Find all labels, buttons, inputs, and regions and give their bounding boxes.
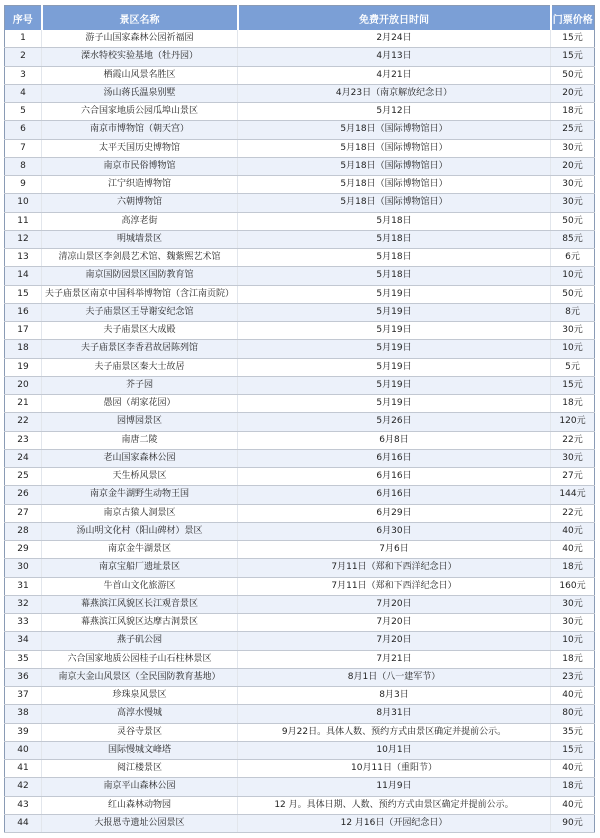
table-row bbox=[5, 468, 595, 486]
table-row bbox=[5, 121, 595, 139]
cell-scenic-name: 南唐二陵 bbox=[42, 431, 238, 449]
cell-free-date: 6月8日 bbox=[238, 431, 551, 449]
cell-number: 40 bbox=[5, 741, 42, 759]
cell-free-date: 7月11日（郑和下西洋纪念日） bbox=[238, 577, 551, 595]
cell-number: 34 bbox=[5, 632, 42, 650]
cell-scenic-name: 夫子庙景区南京中国科举博物馆（含江南贡院） bbox=[42, 285, 238, 303]
cell-free-date: 5月18日（国际博物馆日） bbox=[238, 139, 551, 157]
cell-free-date: 5月19日 bbox=[238, 285, 551, 303]
cell-ticket-price: 15元 bbox=[551, 741, 595, 759]
table-header bbox=[5, 6, 595, 31]
table-row bbox=[5, 687, 595, 705]
table-row bbox=[5, 705, 595, 723]
cell-number: 33 bbox=[5, 614, 42, 632]
cell-ticket-price: 22元 bbox=[551, 504, 595, 522]
cell-free-date: 7月20日 bbox=[238, 595, 551, 613]
table-row bbox=[5, 230, 595, 248]
table-row bbox=[5, 504, 595, 522]
cell-number: 35 bbox=[5, 650, 42, 668]
cell-ticket-price: 5元 bbox=[551, 358, 595, 376]
cell-free-date: 9月22日。具体人数、预约方式由景区确定并提前公示。 bbox=[238, 723, 551, 741]
cell-free-date: 5月12日 bbox=[238, 103, 551, 121]
cell-ticket-price: 85元 bbox=[551, 230, 595, 248]
cell-ticket-price: 50元 bbox=[551, 212, 595, 230]
table-row bbox=[5, 139, 595, 157]
cell-number: 21 bbox=[5, 395, 42, 413]
cell-number: 2 bbox=[5, 48, 42, 66]
cell-free-date: 4月23日（南京解放纪念日） bbox=[238, 84, 551, 102]
cell-free-date: 12 月16日（开园纪念日） bbox=[238, 814, 551, 832]
cell-free-date: 7月6日 bbox=[238, 541, 551, 559]
header-row bbox=[5, 6, 595, 31]
cell-ticket-price: 120元 bbox=[551, 413, 595, 431]
table-row bbox=[5, 741, 595, 759]
cell-scenic-name: 愚园（胡家花园） bbox=[42, 395, 238, 413]
cell-scenic-name: 珍珠泉风景区 bbox=[42, 687, 238, 705]
table-row bbox=[5, 358, 595, 376]
cell-free-date: 5月18日 bbox=[238, 267, 551, 285]
cell-ticket-price: 35元 bbox=[551, 723, 595, 741]
cell-ticket-price: 40元 bbox=[551, 522, 595, 540]
cell-number: 19 bbox=[5, 358, 42, 376]
cell-number: 13 bbox=[5, 249, 42, 267]
table-row bbox=[5, 212, 595, 230]
cell-number: 36 bbox=[5, 668, 42, 686]
table-row bbox=[5, 668, 595, 686]
cell-scenic-name: 天生桥风景区 bbox=[42, 468, 238, 486]
cell-ticket-price: 22元 bbox=[551, 431, 595, 449]
cell-free-date: 4月21日 bbox=[238, 66, 551, 84]
table-row bbox=[5, 103, 595, 121]
cell-number: 20 bbox=[5, 376, 42, 394]
header-ticket-price: 门票价格 bbox=[551, 6, 595, 31]
cell-number: 22 bbox=[5, 413, 42, 431]
cell-number: 18 bbox=[5, 340, 42, 358]
cell-free-date: 7月20日 bbox=[238, 632, 551, 650]
table-row bbox=[5, 84, 595, 102]
cell-scenic-name: 老山国家森林公园 bbox=[42, 449, 238, 467]
cell-scenic-name: 六朝博物馆 bbox=[42, 194, 238, 212]
table-row bbox=[5, 66, 595, 84]
table-row bbox=[5, 650, 595, 668]
cell-ticket-price: 40元 bbox=[551, 760, 595, 778]
cell-scenic-name: 高淳水慢城 bbox=[42, 705, 238, 723]
cell-free-date: 8月31日 bbox=[238, 705, 551, 723]
cell-number: 7 bbox=[5, 139, 42, 157]
cell-scenic-name: 幕燕滨江风貌区长江观音景区 bbox=[42, 595, 238, 613]
cell-ticket-price: 15元 bbox=[551, 30, 595, 48]
cell-ticket-price: 40元 bbox=[551, 687, 595, 705]
cell-number: 8 bbox=[5, 157, 42, 175]
cell-scenic-name: 燕子矶公园 bbox=[42, 632, 238, 650]
table-row bbox=[5, 778, 595, 796]
cell-free-date: 5月18日（国际博物馆日） bbox=[238, 176, 551, 194]
cell-free-date: 5月18日（国际博物馆日） bbox=[238, 121, 551, 139]
cell-free-date: 6月16日 bbox=[238, 486, 551, 504]
cell-free-date: 5月19日 bbox=[238, 358, 551, 376]
cell-free-date: 5月19日 bbox=[238, 303, 551, 321]
table-row bbox=[5, 30, 595, 48]
cell-ticket-price: 10元 bbox=[551, 632, 595, 650]
cell-ticket-price: 25元 bbox=[551, 121, 595, 139]
cell-free-date: 8月3日 bbox=[238, 687, 551, 705]
free-open-day-table bbox=[4, 5, 595, 833]
table-row bbox=[5, 559, 595, 577]
cell-scenic-name: 溧水特校实验基地（牡丹园） bbox=[42, 48, 238, 66]
table-row bbox=[5, 157, 595, 175]
cell-scenic-name: 幕燕滨江风貌区达摩古洞景区 bbox=[42, 614, 238, 632]
cell-ticket-price: 50元 bbox=[551, 285, 595, 303]
cell-scenic-name: 江宁织造博物馆 bbox=[42, 176, 238, 194]
table-body bbox=[5, 30, 595, 833]
cell-number: 38 bbox=[5, 705, 42, 723]
header-number: 序号 bbox=[5, 6, 42, 31]
cell-ticket-price: 90元 bbox=[551, 814, 595, 832]
cell-ticket-price: 10元 bbox=[551, 267, 595, 285]
table-row bbox=[5, 267, 595, 285]
cell-number: 44 bbox=[5, 814, 42, 832]
cell-ticket-price: 20元 bbox=[551, 84, 595, 102]
cell-scenic-name: 大报恩寺遗址公园景区 bbox=[42, 814, 238, 832]
cell-scenic-name: 夫子庙景区王导谢安纪念馆 bbox=[42, 303, 238, 321]
cell-number: 31 bbox=[5, 577, 42, 595]
cell-free-date: 5月18日（国际博物馆日） bbox=[238, 194, 551, 212]
cell-number: 17 bbox=[5, 322, 42, 340]
cell-free-date: 6月16日 bbox=[238, 449, 551, 467]
cell-ticket-price: 18元 bbox=[551, 395, 595, 413]
cell-scenic-name: 汤山明文化村（阳山碑材）景区 bbox=[42, 522, 238, 540]
cell-free-date: 7月21日 bbox=[238, 650, 551, 668]
cell-scenic-name: 栖霞山风景名胜区 bbox=[42, 66, 238, 84]
table-row bbox=[5, 176, 595, 194]
cell-number: 11 bbox=[5, 212, 42, 230]
cell-ticket-price: 23元 bbox=[551, 668, 595, 686]
table-row bbox=[5, 760, 595, 778]
cell-scenic-name: 南京市民俗博物馆 bbox=[42, 157, 238, 175]
cell-ticket-price: 40元 bbox=[551, 541, 595, 559]
cell-scenic-name: 灵谷寺景区 bbox=[42, 723, 238, 741]
cell-scenic-name: 南京宝船厂遗址景区 bbox=[42, 559, 238, 577]
cell-free-date: 6月30日 bbox=[238, 522, 551, 540]
cell-free-date: 5月18日 bbox=[238, 230, 551, 248]
table-row bbox=[5, 413, 595, 431]
cell-scenic-name: 阅江楼景区 bbox=[42, 760, 238, 778]
cell-number: 14 bbox=[5, 267, 42, 285]
table-row bbox=[5, 431, 595, 449]
cell-scenic-name: 夫子庙景区秦大士故居 bbox=[42, 358, 238, 376]
cell-number: 10 bbox=[5, 194, 42, 212]
cell-scenic-name: 牛首山文化旅游区 bbox=[42, 577, 238, 595]
cell-number: 41 bbox=[5, 760, 42, 778]
cell-number: 42 bbox=[5, 778, 42, 796]
cell-number: 39 bbox=[5, 723, 42, 741]
header-scenic-name: 景区名称 bbox=[42, 6, 238, 31]
cell-scenic-name: 南京古猿人洞景区 bbox=[42, 504, 238, 522]
cell-scenic-name: 清凉山景区李剑晨艺术馆、魏紫熙艺术馆 bbox=[42, 249, 238, 267]
table-row bbox=[5, 322, 595, 340]
table-row bbox=[5, 595, 595, 613]
cell-free-date: 5月19日 bbox=[238, 322, 551, 340]
cell-free-date: 5月18日 bbox=[238, 249, 551, 267]
cell-ticket-price: 20元 bbox=[551, 157, 595, 175]
cell-ticket-price: 30元 bbox=[551, 139, 595, 157]
table-row bbox=[5, 632, 595, 650]
cell-free-date: 6月29日 bbox=[238, 504, 551, 522]
cell-number: 15 bbox=[5, 285, 42, 303]
cell-scenic-name: 南京金牛湖野生动物王国 bbox=[42, 486, 238, 504]
cell-number: 3 bbox=[5, 66, 42, 84]
cell-scenic-name: 六合国家地质公园瓜埠山景区 bbox=[42, 103, 238, 121]
cell-ticket-price: 40元 bbox=[551, 796, 595, 814]
cell-free-date: 10月11日（重阳节） bbox=[238, 760, 551, 778]
table-row bbox=[5, 48, 595, 66]
cell-number: 43 bbox=[5, 796, 42, 814]
cell-free-date: 6月16日 bbox=[238, 468, 551, 486]
cell-number: 5 bbox=[5, 103, 42, 121]
cell-free-date: 7月20日 bbox=[238, 614, 551, 632]
cell-ticket-price: 30元 bbox=[551, 322, 595, 340]
cell-number: 16 bbox=[5, 303, 42, 321]
cell-free-date: 12 月。具体日期、人数、预约方式由景区确定并提前公示。 bbox=[238, 796, 551, 814]
cell-scenic-name: 六合国家地质公园桂子山石柱林景区 bbox=[42, 650, 238, 668]
cell-ticket-price: 144元 bbox=[551, 486, 595, 504]
table-row bbox=[5, 303, 595, 321]
cell-ticket-price: 18元 bbox=[551, 650, 595, 668]
cell-number: 25 bbox=[5, 468, 42, 486]
cell-number: 26 bbox=[5, 486, 42, 504]
table-row bbox=[5, 522, 595, 540]
cell-scenic-name: 国际慢城文峰塔 bbox=[42, 741, 238, 759]
cell-free-date: 5月18日 bbox=[238, 212, 551, 230]
table-row bbox=[5, 449, 595, 467]
cell-number: 6 bbox=[5, 121, 42, 139]
cell-free-date: 5月19日 bbox=[238, 340, 551, 358]
cell-free-date: 2月24日 bbox=[238, 30, 551, 48]
table-row bbox=[5, 796, 595, 814]
cell-ticket-price: 8元 bbox=[551, 303, 595, 321]
table-row bbox=[5, 194, 595, 212]
cell-ticket-price: 15元 bbox=[551, 376, 595, 394]
cell-ticket-price: 50元 bbox=[551, 66, 595, 84]
cell-number: 9 bbox=[5, 176, 42, 194]
table-row bbox=[5, 614, 595, 632]
cell-number: 24 bbox=[5, 449, 42, 467]
table-row bbox=[5, 249, 595, 267]
cell-scenic-name: 汤山蒋氏温泉别墅 bbox=[42, 84, 238, 102]
cell-ticket-price: 30元 bbox=[551, 194, 595, 212]
cell-ticket-price: 30元 bbox=[551, 614, 595, 632]
cell-free-date: 8月1日（八一建军节） bbox=[238, 668, 551, 686]
cell-scenic-name: 南京市博物馆（朝天宫） bbox=[42, 121, 238, 139]
cell-ticket-price: 30元 bbox=[551, 449, 595, 467]
cell-scenic-name: 红山森林动物园 bbox=[42, 796, 238, 814]
cell-free-date: 5月19日 bbox=[238, 376, 551, 394]
table-row bbox=[5, 814, 595, 832]
cell-scenic-name: 南京大金山风景区（全民国防教育基地） bbox=[42, 668, 238, 686]
cell-number: 23 bbox=[5, 431, 42, 449]
cell-scenic-name: 南京平山森林公园 bbox=[42, 778, 238, 796]
cell-ticket-price: 80元 bbox=[551, 705, 595, 723]
cell-scenic-name: 高淳老街 bbox=[42, 212, 238, 230]
cell-scenic-name: 芥子园 bbox=[42, 376, 238, 394]
cell-free-date: 7月11日（郑和下西洋纪念日） bbox=[238, 559, 551, 577]
table-row bbox=[5, 577, 595, 595]
cell-ticket-price: 30元 bbox=[551, 595, 595, 613]
cell-ticket-price: 30元 bbox=[551, 176, 595, 194]
cell-ticket-price: 18元 bbox=[551, 559, 595, 577]
table-row bbox=[5, 723, 595, 741]
cell-number: 30 bbox=[5, 559, 42, 577]
cell-scenic-name: 夫子庙景区大成殿 bbox=[42, 322, 238, 340]
cell-free-date: 11月9日 bbox=[238, 778, 551, 796]
table-row bbox=[5, 340, 595, 358]
cell-ticket-price: 18元 bbox=[551, 778, 595, 796]
cell-free-date: 5月18日（国际博物馆日） bbox=[238, 157, 551, 175]
cell-number: 37 bbox=[5, 687, 42, 705]
cell-number: 27 bbox=[5, 504, 42, 522]
cell-ticket-price: 27元 bbox=[551, 468, 595, 486]
cell-free-date: 4月13日 bbox=[238, 48, 551, 66]
cell-scenic-name: 夫子庙景区李香君故居陈列馆 bbox=[42, 340, 238, 358]
table-row bbox=[5, 376, 595, 394]
cell-free-date: 5月26日 bbox=[238, 413, 551, 431]
cell-ticket-price: 10元 bbox=[551, 340, 595, 358]
cell-scenic-name: 太平天国历史博物馆 bbox=[42, 139, 238, 157]
cell-scenic-name: 园博园景区 bbox=[42, 413, 238, 431]
cell-ticket-price: 15元 bbox=[551, 48, 595, 66]
cell-scenic-name: 游子山国家森林公园祈福园 bbox=[42, 30, 238, 48]
free-open-day-table-container bbox=[4, 5, 594, 833]
cell-number: 29 bbox=[5, 541, 42, 559]
cell-free-date: 5月19日 bbox=[238, 395, 551, 413]
cell-number: 28 bbox=[5, 522, 42, 540]
table-row bbox=[5, 486, 595, 504]
table-row bbox=[5, 395, 595, 413]
cell-scenic-name: 明城墙景区 bbox=[42, 230, 238, 248]
cell-number: 12 bbox=[5, 230, 42, 248]
cell-free-date: 10月1日 bbox=[238, 741, 551, 759]
cell-ticket-price: 6元 bbox=[551, 249, 595, 267]
cell-ticket-price: 18元 bbox=[551, 103, 595, 121]
cell-number: 1 bbox=[5, 30, 42, 48]
header-free-date: 免费开放日时间 bbox=[238, 6, 551, 31]
table-row bbox=[5, 541, 595, 559]
table-row bbox=[5, 285, 595, 303]
cell-scenic-name: 南京国防园景区国防教育馆 bbox=[42, 267, 238, 285]
cell-scenic-name: 南京金牛湖景区 bbox=[42, 541, 238, 559]
cell-number: 4 bbox=[5, 84, 42, 102]
cell-number: 32 bbox=[5, 595, 42, 613]
cell-ticket-price: 160元 bbox=[551, 577, 595, 595]
